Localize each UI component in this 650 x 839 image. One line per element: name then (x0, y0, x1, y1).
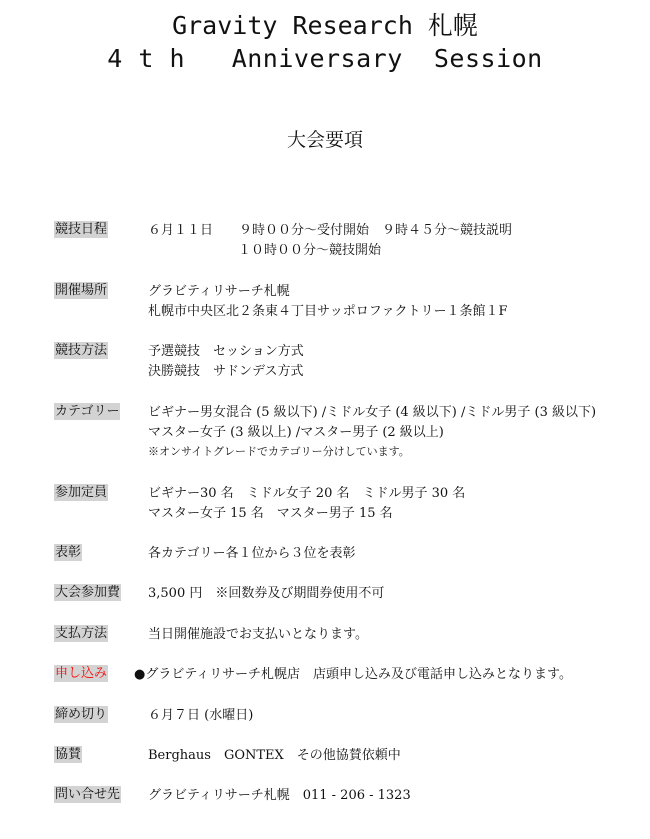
row-label-sponsors: 協賛 (55, 747, 82, 762)
venue-address: 札幌市中央区北２条東４丁目サッポロファクトリー１条館１F (148, 304, 508, 319)
row-value-application (134, 665, 572, 685)
method-line-2: 決勝競技 サドンデス方式 (148, 364, 304, 379)
venue-name: グラビティリサーチ札幌 (148, 284, 290, 299)
section-heading: 大会要項 (286, 129, 363, 151)
row-value-contact (148, 786, 411, 806)
row-label-awards: 表彰 (55, 545, 82, 560)
application-line: ●グラビティリサーチ札幌店 店頭申し込み及び電話申し込みとなります。 (134, 667, 573, 682)
row-value-fee (148, 584, 384, 604)
document-title: Gravity Research 札幌 (172, 11, 478, 40)
method-line-1: 予選競技 セッション方式 (148, 344, 304, 359)
row-value-method (148, 342, 304, 382)
row-value-sponsors (148, 746, 401, 766)
awards-line: 各カテゴリー各１位から３位を表彰 (148, 546, 356, 561)
row-label-method: 競技方法 (55, 343, 108, 358)
category-note: ※オンサイトグレードでカテゴリー分けしています。 (148, 445, 410, 458)
row-label-deadline: 締め切り (55, 707, 108, 722)
row-value-deadline (148, 706, 253, 726)
document-subtitle-anniversary: 4 t h Anniversary Session (107, 44, 543, 73)
row-label-venue: 開催場所 (55, 283, 108, 298)
row-value-capacity (148, 484, 465, 524)
row-label-payment: 支払方法 (55, 626, 108, 641)
row-value-payment (148, 625, 368, 645)
deadline-line: ６月７日 (水曜日) (148, 708, 254, 723)
category-line-2: マスター女子 (3 級以上) /マスター男子 (2 級以上) (148, 425, 444, 440)
capacity-line-1: ビギナー30 名 ミドル女子 20 名 ミドル男子 30 名 (148, 486, 466, 501)
row-value-venue (148, 282, 508, 322)
schedule-line-2: １０時００分～競技開始 (238, 243, 382, 258)
row-label-contact: 問い合せ先 (55, 787, 121, 802)
capacity-line-2: マスター女子 15 名 マスター男子 15 名 (148, 506, 393, 521)
row-value-schedule (148, 221, 512, 261)
row-value-category (148, 403, 596, 461)
row-label-category: カテゴリー (55, 404, 120, 419)
row-label-application: 申し込み (55, 666, 108, 681)
row-label-capacity: 参加定員 (55, 485, 108, 500)
fee-line: 3,500 円 ※回数券及び期間券使用不可 (148, 586, 385, 601)
sponsors-line: Berghaus GONTEX その他協賛依頼中 (148, 748, 401, 763)
row-label-fee: 大会参加費 (55, 585, 121, 600)
payment-line: 当日開催施設でお支払いとなります。 (148, 627, 368, 642)
schedule-line-1: ６月１１日 ９時００分～受付開始 ９時４５分～競技説明 (148, 223, 513, 238)
category-line-1: ビギナー男女混合 (5 級以下) /ミドル女子 (4 級以下) /ミドル男子 (3 級以下) (148, 405, 597, 420)
row-label-schedule: 競技日程 (55, 222, 108, 237)
row-value-awards (148, 544, 355, 564)
contact-line: グラビティリサーチ札幌 011 - 206 - 1323 (148, 788, 411, 803)
